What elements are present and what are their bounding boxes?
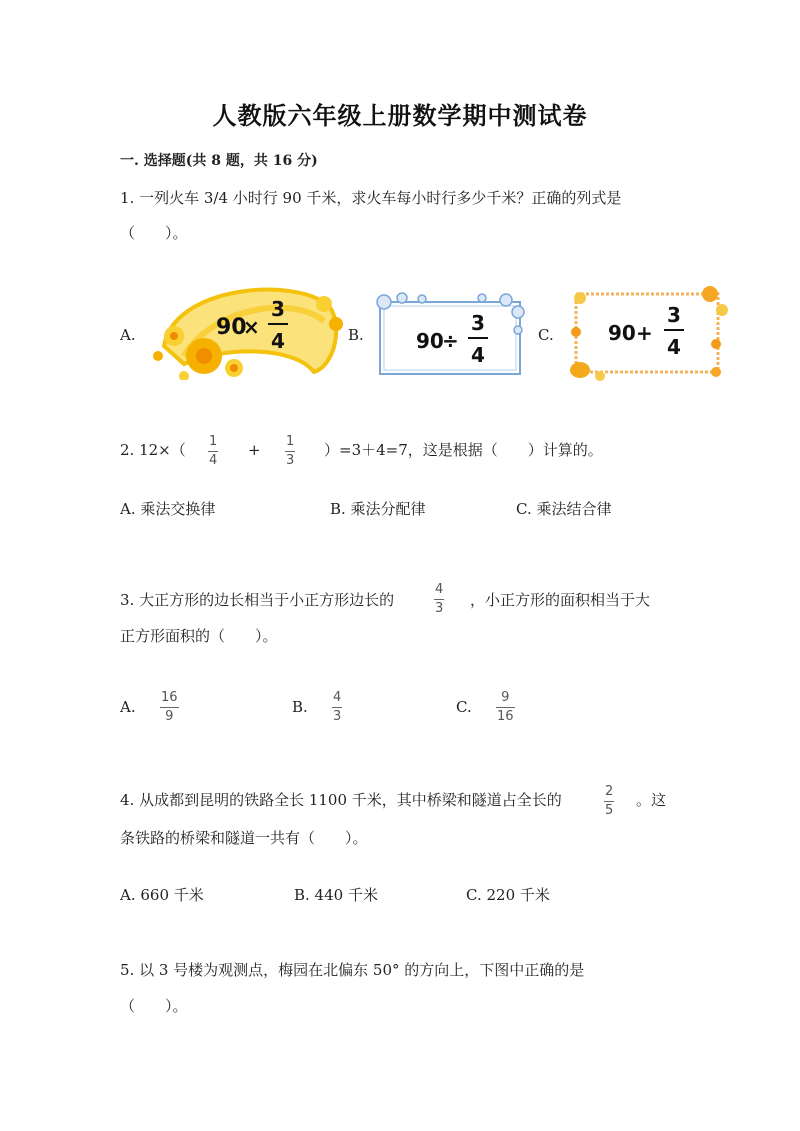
fraction-bar xyxy=(434,599,444,600)
q1-option-a-card xyxy=(144,276,344,380)
q1-a-denominator: 4 xyxy=(271,329,285,353)
q2-fraction-2-denominator: 3 xyxy=(286,453,295,468)
question-1-line-2: （ ）。 xyxy=(120,224,188,242)
q3-option-a-numerator: 16 xyxy=(161,690,178,705)
q3-option-c-denominator: 16 xyxy=(497,709,514,724)
q2-fraction-1 xyxy=(208,434,218,469)
q1-c-denominator: 4 xyxy=(667,335,681,359)
q1-a-numerator: 3 xyxy=(271,297,285,321)
question-3-part-1: 3. 大正方形的边长相当于小正方形边长的 xyxy=(120,591,395,609)
q2-fraction-2 xyxy=(285,434,295,469)
q1-option-a-label: A. xyxy=(120,326,136,344)
q4-option-a: A. 660 千米 xyxy=(120,886,204,904)
q3-option-b-denominator: 3 xyxy=(333,709,342,724)
q4-option-b: B. 440 千米 xyxy=(294,886,378,904)
question-3-part-2: ，小正方形的面积相当于大 xyxy=(470,591,651,609)
section-heading: 一. 选择题(共 8 题，共 16 分) xyxy=(120,153,318,169)
q4-fraction xyxy=(604,784,614,819)
q3-fraction-denominator: 3 xyxy=(435,601,444,616)
q1-option-b-label: B. xyxy=(348,326,364,344)
q2-option-a: A. 乘法交换律 xyxy=(120,500,216,518)
question-4-line-2: 条铁路的桥梁和隧道一共有（ ）。 xyxy=(120,829,368,847)
q1-option-c-label: C. xyxy=(538,326,554,344)
fraction-bar xyxy=(208,451,218,452)
question-1-line-1: 1. 一列火车 3/4 小时行 90 千米，求火车每小时行多少千米？正确的列式是 xyxy=(120,189,622,207)
q3-option-c-fraction xyxy=(496,690,515,725)
q3-option-a-fraction xyxy=(160,690,179,725)
q2-option-c: C. 乘法结合律 xyxy=(516,500,612,518)
question-4-part-1: 4. 从成都到昆明的铁路全长 1100 千米，其中桥梁和隧道占全长的 xyxy=(120,791,562,809)
q1-c-operator: + xyxy=(636,321,653,345)
q1-option-b-card xyxy=(372,290,528,382)
fraction-bar xyxy=(285,451,295,452)
q3-option-b-numerator: 4 xyxy=(333,690,342,705)
q4-option-c: C. 220 千米 xyxy=(466,886,550,904)
q3-option-b-label: B. xyxy=(292,698,308,716)
q2-fraction-1-numerator: 1 xyxy=(209,434,218,449)
q1-b-whole: 90 xyxy=(416,329,444,353)
question-5-line-1: 5. 以 3 号楼为观测点，梅园在北偏东 50° 的方向上，下图中正确的是 xyxy=(120,961,585,979)
q3-option-a-label: A. xyxy=(120,698,136,716)
q3-option-c-numerator: 9 xyxy=(501,690,510,705)
q1-b-denominator: 4 xyxy=(471,343,485,367)
q1-b-numerator: 3 xyxy=(471,311,485,335)
q1-b-operator: ÷ xyxy=(442,329,459,353)
fraction-bar xyxy=(160,707,179,708)
fraction-bar xyxy=(604,801,614,802)
q4-fraction-denominator: 5 xyxy=(605,803,614,818)
question-3-line-2: 正方形面积的（ ）。 xyxy=(120,627,278,645)
page-title: 人教版六年级上册数学期中测试卷 xyxy=(212,101,588,130)
q3-fraction-numerator: 4 xyxy=(435,582,444,597)
question-4-part-2: 。这 xyxy=(636,791,667,809)
fraction-bar xyxy=(496,707,515,708)
q2-plus-sign: + xyxy=(248,441,261,459)
question-2-prefix: 2. 12×（ xyxy=(120,441,186,459)
q1-a-operator: × xyxy=(243,315,260,339)
question-2-suffix: ）=3＋4=7，这是根据（ ）计算的。 xyxy=(324,441,603,459)
q2-fraction-2-numerator: 1 xyxy=(286,434,295,449)
fraction-bar xyxy=(332,707,342,708)
q3-option-a-denominator: 9 xyxy=(165,709,174,724)
q2-option-b: B. 乘法分配律 xyxy=(330,500,426,518)
q3-option-c-label: C. xyxy=(456,698,472,716)
q3-fraction xyxy=(434,582,444,617)
question-5-line-2: （ ）。 xyxy=(120,997,188,1015)
q1-a-whole: 90 xyxy=(216,315,247,340)
q1-option-c-card xyxy=(566,284,728,384)
q1-c-numerator: 3 xyxy=(667,303,681,327)
bee-icon xyxy=(570,362,590,378)
q4-fraction-numerator: 2 xyxy=(605,784,614,799)
q1-c-whole: 90 xyxy=(608,321,636,345)
q3-option-b-fraction xyxy=(332,690,342,725)
q2-fraction-1-denominator: 4 xyxy=(209,453,218,468)
